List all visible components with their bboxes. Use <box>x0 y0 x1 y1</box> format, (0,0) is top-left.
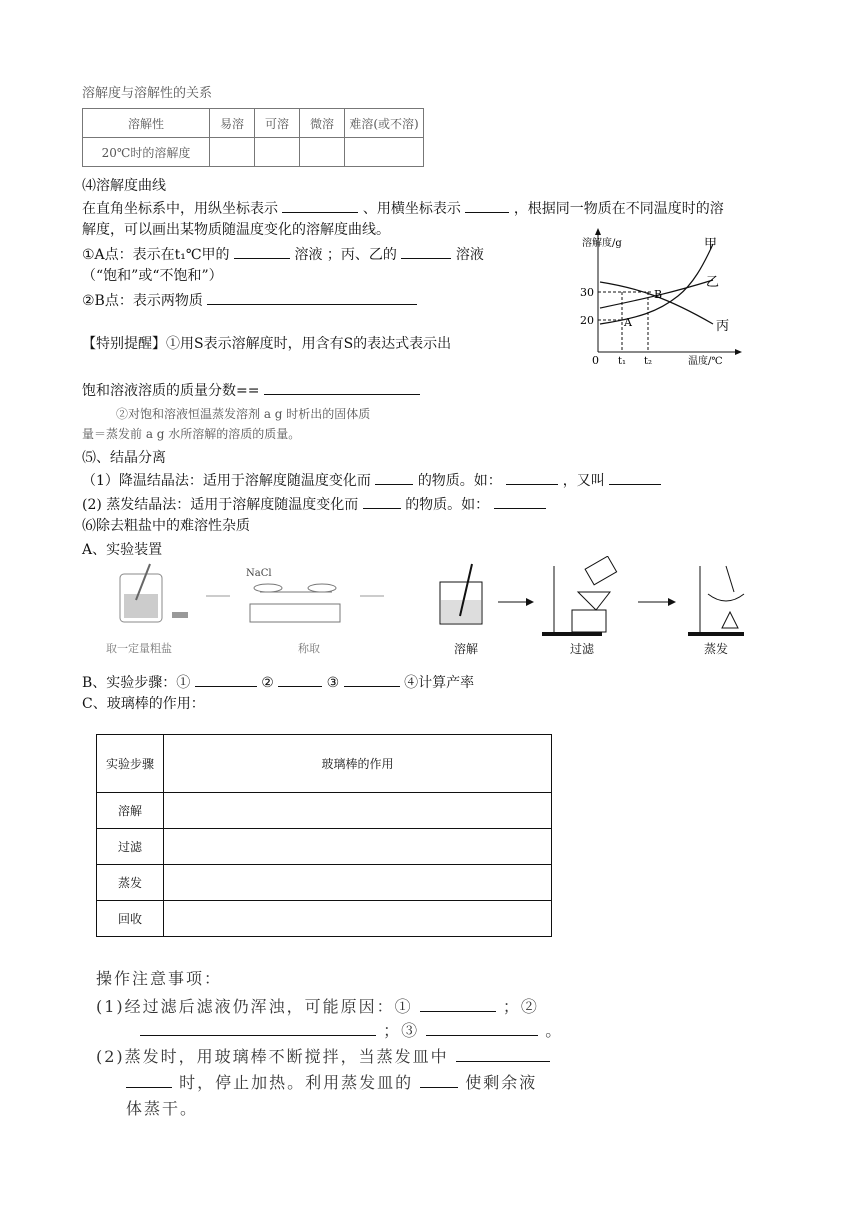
text: 。 <box>545 1021 564 1040</box>
blank-field[interactable] <box>282 198 358 213</box>
text: 在直角坐标系中，用纵坐标表示 <box>82 201 278 217</box>
notes-line2 <box>96 1044 550 1067</box>
graph-y20: 20 <box>580 314 594 327</box>
graph-ylabel: 溶解度/g <box>582 238 622 249</box>
text: ③ <box>326 675 340 691</box>
s6-c: C、玻璃棒的作用： <box>82 696 205 712</box>
arrowhead-3 <box>526 598 534 606</box>
blank-field[interactable] <box>207 290 417 305</box>
notes-line1 <box>96 994 539 1017</box>
table2-row-label: 过滤 <box>97 829 164 865</box>
s4-tip3a: ②对饱和溶液恒温蒸发溶剂 a g 时析出的固体质 <box>116 407 371 421</box>
graph-xlabel: 温度/℃ <box>688 356 723 366</box>
text: 饱和溶液溶质的质量分数== <box>82 383 260 399</box>
s4-title: ⑷溶解度曲线 <box>82 178 166 194</box>
text: ，根据同一物质在不同温度时的溶 <box>513 201 724 217</box>
graph-origin: 0 <box>592 354 599 366</box>
graph-t2: t₂ <box>644 356 653 366</box>
solubility-class-table <box>82 108 424 167</box>
evaporate-icon <box>688 566 744 636</box>
text: 溶液 ；丙、乙的 <box>294 247 397 263</box>
text: (2) 蒸发结晶法：适用于溶解度随温度变化而 <box>82 497 359 513</box>
blank-field[interactable] <box>426 1021 538 1036</box>
text: 使剩余液 <box>465 1073 538 1092</box>
graph-point-a: A <box>624 316 632 329</box>
text: ，又叫 <box>562 473 605 489</box>
s4-tip2 <box>82 380 420 401</box>
table1-cell <box>345 138 424 167</box>
label-take-salt: 取一定量粗盐 <box>106 642 172 655</box>
solubility-curve-graph <box>578 226 748 366</box>
blank-field[interactable] <box>456 1047 550 1062</box>
text: (1)经过滤后滤液仍浑浊，可能原因：① <box>96 997 413 1016</box>
table2-row-label: 溶解 <box>97 793 164 829</box>
table2-cell[interactable] <box>164 901 552 937</box>
graph-label-yi: 乙 <box>706 275 720 290</box>
table1-cell <box>300 138 345 167</box>
text: ②B点：表示两物质 <box>82 293 203 309</box>
text: ② <box>261 675 274 691</box>
label-filter: 过滤 <box>570 642 595 656</box>
s4-para2: 解度，可以画出某物质随温度变化的溶解度曲线。 <box>82 222 390 238</box>
blank-field[interactable] <box>140 1021 376 1036</box>
table1-cell <box>255 138 300 167</box>
s4-point-a <box>82 244 484 265</box>
apparatus-diagram <box>110 556 760 652</box>
text: ；③ <box>383 1021 420 1040</box>
x-axis-arrow <box>735 349 742 355</box>
text: ①A点：表示在t₁℃甲的 <box>82 247 230 263</box>
graph-label-bing: 丙 <box>716 319 730 334</box>
blank-field[interactable] <box>126 1073 172 1088</box>
table2-cell[interactable] <box>164 865 552 901</box>
y-axis-arrow <box>595 228 601 235</box>
blank-field[interactable] <box>278 672 322 687</box>
text: 溶液 <box>455 247 484 263</box>
filter-stand-icon <box>542 556 617 636</box>
table2-header-step: 实验步骤 <box>97 735 164 793</box>
notes-line2b <box>126 1070 537 1093</box>
blank-field[interactable] <box>420 1073 458 1088</box>
table1-header: 溶解性 <box>83 109 210 138</box>
text: （1）降温结晶法：适用于溶解度随温度变化而 <box>82 473 371 489</box>
text: 时，停止加热。利用蒸发皿的 <box>179 1073 414 1092</box>
nacl-label: NaCl <box>246 568 272 579</box>
balance-icon <box>246 568 340 622</box>
curve-jia <box>600 244 713 324</box>
blank-field[interactable] <box>401 244 451 259</box>
text: 的物质。如： <box>405 497 490 513</box>
table2-header-role: 玻璃棒的作用 <box>164 735 552 793</box>
table2-row-label: 回收 <box>97 901 164 937</box>
arrowhead-4 <box>668 598 676 606</box>
s4-tip: 【特别提醒】①用S表示溶解度时，用含有S的表达式表示出 <box>82 336 452 352</box>
beaker-dissolve-icon <box>440 564 482 624</box>
blank-field[interactable] <box>363 494 401 509</box>
jar-icon <box>120 564 188 622</box>
table1-header: 可溶 <box>255 109 300 138</box>
graph-t1: t₁ <box>618 356 627 366</box>
table2-cell[interactable] <box>164 793 552 829</box>
blank-field[interactable] <box>344 672 400 687</box>
s4-hint: （“饱和”或“不饱和”） <box>82 268 223 284</box>
text: (2)蒸发时，用玻璃棒不断搅拌，当蒸发皿中 <box>96 1047 449 1066</box>
s5-line2 <box>82 494 546 515</box>
label-weigh: 称取 <box>298 642 320 655</box>
s4-para1 <box>82 198 724 219</box>
notes-line1b <box>140 1018 563 1041</box>
blank-field[interactable] <box>264 380 420 395</box>
blank-field[interactable] <box>609 470 661 485</box>
s4-point-b <box>82 290 417 311</box>
blank-field[interactable] <box>420 997 496 1012</box>
blank-field[interactable] <box>465 198 509 213</box>
s5-line1 <box>82 470 661 491</box>
graph-point-b: B <box>654 288 663 301</box>
table2-row-label: 蒸发 <box>97 865 164 901</box>
s6-steps <box>82 672 474 693</box>
blank-field[interactable] <box>375 470 413 485</box>
table2-cell[interactable] <box>164 829 552 865</box>
label-dissolve: 溶解 <box>454 642 479 656</box>
notes-title: 操作注意事项： <box>96 969 223 988</box>
notes-line2c: 体蒸干。 <box>126 1099 199 1118</box>
text: ④计算产率 <box>404 675 475 691</box>
text: ；② <box>502 997 539 1016</box>
s6-a: A、实验装置 <box>82 542 163 558</box>
label-evaporate: 蒸发 <box>704 642 729 656</box>
blank-field[interactable] <box>195 672 257 687</box>
table1-header: 难溶(或不溶) <box>345 109 424 138</box>
s5-title: ⑸、结晶分离 <box>82 450 166 466</box>
s6-title: ⑹除去粗盐中的难溶性杂质 <box>82 518 250 534</box>
text: 的物质。如： <box>417 473 502 489</box>
glass-rod-table <box>96 734 552 937</box>
s4-tip3b: 量＝蒸发前 a g 水所溶解的溶质的质量。 <box>82 427 301 441</box>
intro-title: 溶解度与溶解性的关系 <box>82 86 213 101</box>
table1-header: 易溶 <box>210 109 255 138</box>
text: B、实验步骤：① <box>82 675 191 691</box>
table1-header: 微溶 <box>300 109 345 138</box>
graph-y30: 30 <box>580 286 594 299</box>
blank-field[interactable] <box>494 494 546 509</box>
graph-label-jia: 甲 <box>704 237 718 252</box>
table1-row-label: 20℃时的溶解度 <box>83 138 210 167</box>
blank-field[interactable] <box>234 244 290 259</box>
text: 、用横坐标表示 <box>362 201 461 217</box>
blank-field[interactable] <box>506 470 558 485</box>
table1-cell <box>210 138 255 167</box>
